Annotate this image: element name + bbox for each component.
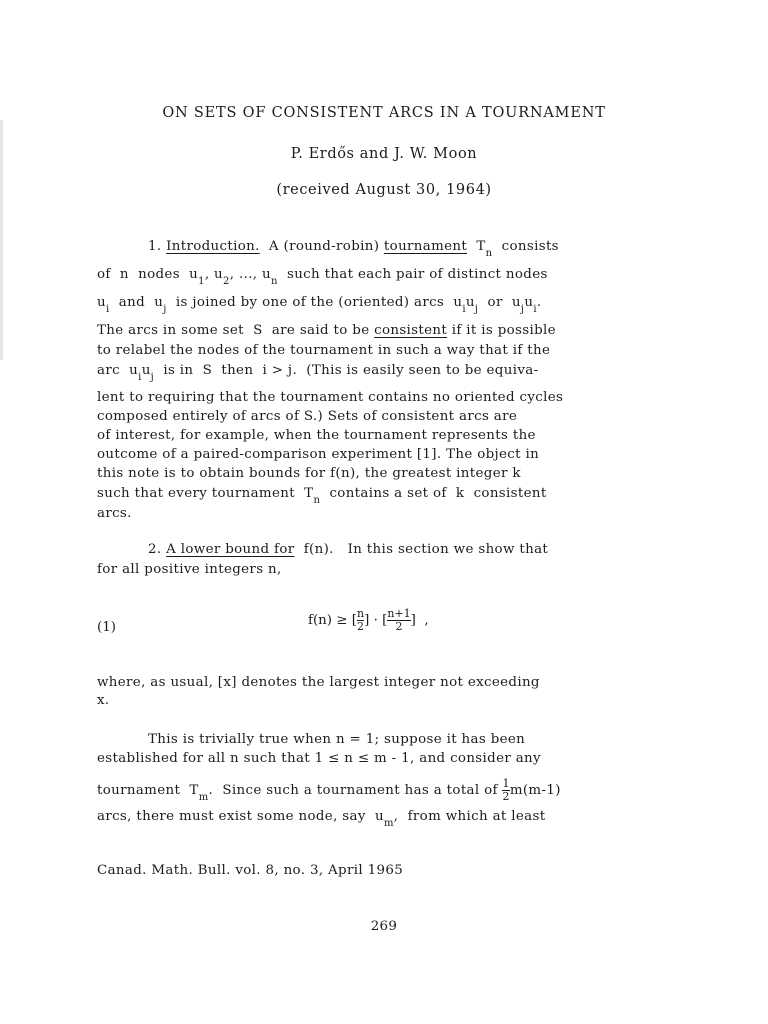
equation-number: (1) — [97, 620, 116, 635]
section1-line: outcome of a paired-comparison experiment [1]. The object in — [97, 447, 540, 462]
section2-line: x. — [97, 693, 110, 708]
section1-line: arcs. — [97, 506, 132, 521]
page-number: 269 — [370, 919, 398, 934]
section1-line: of interest, for example, when the tournament represents the — [97, 428, 536, 443]
section2-line: for all positive integers n, — [97, 562, 282, 577]
section2-para2-line: tournament $T_m$. Since such a tournament has a total of $\frac{1}{2}$ m(m-1) — [97, 777, 561, 803]
section2-para2-line: established for all n such that 1 ≤ n ≤ m - 1, and consider any — [97, 751, 541, 766]
paper-authors: P. Erdős and J. W. Moon — [290, 146, 478, 162]
paper-title: ON SETS OF CONSISTENT ARCS IN A TOURNAMENT — [162, 105, 606, 121]
section1-line: of n nodes $u_1$, $u_2$, ..., $u_n$ such that each pair of distinct nodes — [97, 267, 548, 287]
section2-line: where, as usual, [x] denotes the largest integer not exceeding — [97, 675, 540, 690]
section1-line: to relabel the nodes of the tournament in such a way that if the — [97, 343, 551, 358]
section1-line: such that every tournament $T_n$ contains a set of k consistent — [97, 486, 547, 506]
equation-1: f(n) ≥ [ $\frac{n}{2}$ ] · [ $\frac{n+1}{2}$ ] , — [308, 607, 429, 633]
section1-line: lent to requiring that the tournament contains no oriented cycles — [97, 390, 564, 405]
section1-first-line: 1. Introduction. A (round-robin) tournament $T_n$ consists — [148, 239, 559, 259]
received-date: (received August 30, 1964) — [276, 182, 492, 198]
footer-citation: Canad. Math. Bull. vol. 8, no. 3, April 1965 — [97, 863, 404, 878]
section1-line: $u_i$ and $u_j$ is joined by one of the (oriented) arcs $u_iu_j$ or $u_ju_i$. — [97, 295, 542, 315]
section1-line: The arcs in some set S are said to be consistent if it is possible — [97, 323, 556, 338]
section1-line: this note is to obtain bounds for f(n), the greatest integer k — [97, 466, 521, 481]
section2-first-line: 2. A lower bound for f(n). In this section we show that — [148, 542, 549, 557]
section1-line: composed entirely of arcs of S.) Sets of consistent arcs are — [97, 409, 518, 424]
section2-para2-line: This is trivially true when n = 1; suppose it has been — [148, 732, 526, 747]
section2-para2-line: arcs, there must exist some node, say $u_m$, from which at least — [97, 809, 546, 829]
section1-line: arc $u_iu_j$ is in S then i > j. (This is easily seen to be equiva- — [97, 363, 539, 383]
